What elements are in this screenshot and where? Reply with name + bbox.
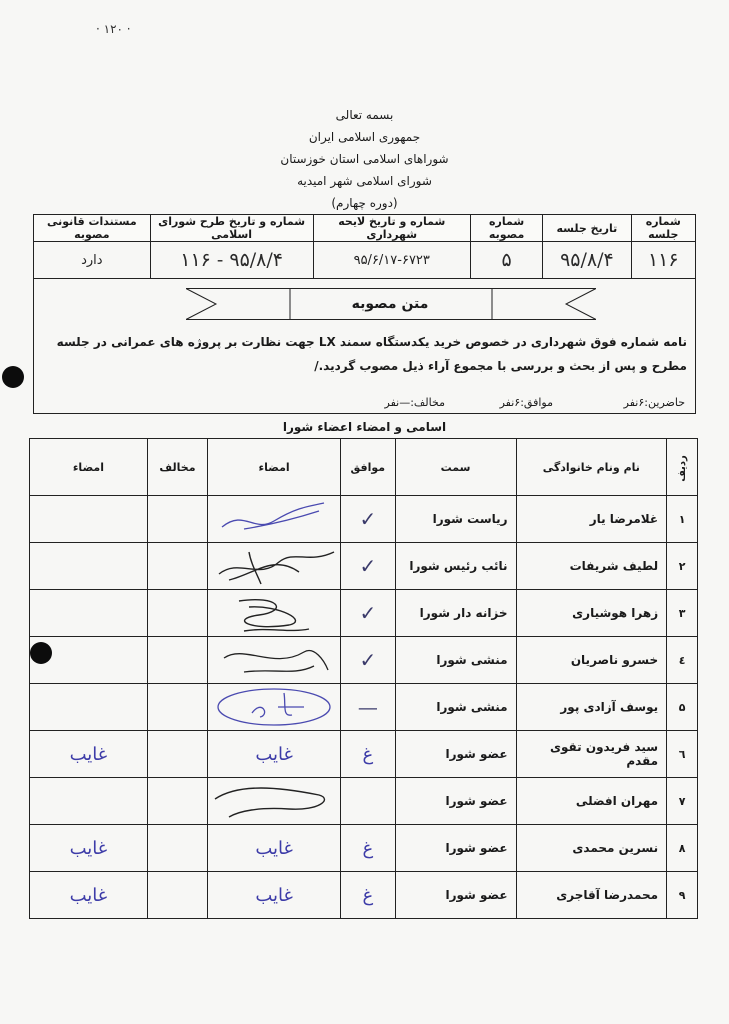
table-row [30,872,698,919]
agree-mark: غ [341,825,395,872]
disagree-mark [147,637,207,684]
member-role: عضو شورا [395,825,516,872]
member-role: عضو شورا [395,778,516,825]
table-row [30,543,698,590]
member-name: نسرین محمدی [516,825,667,872]
member-name: خسرو ناصریان [516,637,667,684]
header-disagree: مخالف [147,439,207,496]
signature-cell [208,684,341,731]
disagree-mark [147,872,207,919]
disagree-mark [147,590,207,637]
signature-cell-2 [30,684,148,731]
member-role: ریاست شورا [395,496,516,543]
members-header-row [30,439,698,496]
table-row [30,684,698,731]
members-title: اسامی و امضاء اعضاء شورا [282,420,447,434]
table-row [30,637,698,684]
disagree-mark [147,684,207,731]
row-index: ٦ [667,731,698,778]
member-role: خزانه دار شورا [395,590,516,637]
agree-mark: ✓ [341,637,395,684]
member-role: نائب رئیس شورا [395,543,516,590]
agree-mark [341,778,395,825]
header-legal-docs: مستندات قانونی مصوبه [34,215,151,242]
member-name: لطیف شریفات [516,543,667,590]
basmala: بسمه تعالی [335,108,394,122]
header-signature-2: امضاء [30,439,148,496]
resolution-title: متن مصوبه [351,296,429,312]
absent-note: غایب [208,872,341,919]
member-role: منشی شورا [395,637,516,684]
council-term: (دوره چهارم) [331,196,398,210]
vote-summary [45,396,685,412]
header-signature: امضاء [208,439,341,496]
signature-cell-2 [30,590,148,637]
header-row-index: ردیف [667,439,698,496]
signature-cell-2 [30,543,148,590]
agree-count: موافق:۶نفر [499,396,553,409]
header-session-date: تاریخ جلسه [543,215,631,242]
signature-cell-2 [30,496,148,543]
agree-mark: ✓ [341,543,395,590]
city-council: شورای اسلامی شهر امیدیه [297,174,432,188]
meta-header-row [34,215,696,242]
member-name: سید فریدون تقوی مقدم [516,731,667,778]
value-legal-docs: دارد [34,242,151,279]
disagree-mark [147,778,207,825]
absent-note-2: غایب [30,731,148,778]
resolution-text: نامه شماره فوق شهرداری در خصوص خرید یکدستگاه سمند LX جهت نظارت بر پروژه های عمرانی در جلسه مطرح و پس از بحث و بررسی با مجموع آراء ذیل مصوب گردید./ [56,335,687,373]
agree-mark: ✓ [341,496,395,543]
agree-mark: ✓ [341,590,395,637]
row-index: ۷ [667,778,698,825]
header-role: سمت [395,439,516,496]
value-plan-no-date: ۹۵/۸/۴ - ۱۱۶ [150,242,313,279]
member-role: عضو شورا [395,872,516,919]
row-index: ۵ [667,684,698,731]
header-name: نام ونام خانوادگی [516,439,667,496]
present-count: حاضرین:۶نفر [623,396,685,409]
signature-cell [208,496,341,543]
signature-cell [208,590,341,637]
member-name: مهران افضلی [516,778,667,825]
header-plan-no-date: شماره و تاریخ طرح شورای اسلامی [150,215,313,242]
session-meta-table [33,214,696,279]
header-bill-no-date: شماره و تاریخ لایحه شهرداری [313,215,470,242]
member-name: محمدرضا آقاجری [516,872,667,919]
agree-mark: — [341,684,395,731]
absent-note-2: غایب [30,872,148,919]
top-pencil-mark: · ١٢٠ · [96,22,131,36]
absent-note: غایب [208,731,341,778]
signature-scribble [214,640,334,680]
country-name: جمهوری اسلامی ایران [308,130,421,144]
agree-mark: غ [341,872,395,919]
row-index: ۲ [667,543,698,590]
member-name: زهرا هوشیاری [516,590,667,637]
member-name: یوسف آزادی پور [516,684,667,731]
value-session-date: ۹۵/۸/۴ [543,242,631,279]
signature-cell-2 [30,778,148,825]
disagree-mark [147,496,207,543]
header-resolution-no: شماره مصوبه [470,215,542,242]
absent-note: غایب [208,825,341,872]
signature-scribble [212,685,336,729]
header-agree: موافق [341,439,395,496]
table-row [30,496,698,543]
signature-scribble [214,499,334,539]
disagree-mark [147,731,207,778]
row-index: ۹ [667,872,698,919]
value-resolution-no: ۵ [470,242,542,279]
row-index: ۱ [667,496,698,543]
province-councils: شوراهای اسلامی استان خوزستان [280,152,449,166]
agree-mark: غ [341,731,395,778]
member-name: غلامرضا یار [516,496,667,543]
punch-hole-top [2,366,24,388]
signature-scribble [219,591,329,635]
table-row [30,590,698,637]
signature-scribble [209,781,339,821]
disagree-count: مخالف:—نفر [384,396,445,409]
signature-scribble [209,544,339,588]
letter-heading [0,104,729,214]
member-role: منشی شورا [395,684,516,731]
header-session-no: شماره جلسه [631,215,695,242]
disagree-mark [147,543,207,590]
disagree-mark [147,825,207,872]
signature-cell [208,543,341,590]
signature-cell [208,778,341,825]
table-row [30,825,698,872]
value-bill-no-date: ۹۵/۶/۱۷-۶۷۲۳ [313,242,470,279]
row-index: ۸ [667,825,698,872]
table-row [30,731,698,778]
absent-note-2: غایب [30,825,148,872]
resolution-box [33,272,696,414]
members-table [29,438,698,919]
row-index: ۳ [667,590,698,637]
signature-cell [208,637,341,684]
table-row [30,778,698,825]
row-index: ٤ [667,637,698,684]
member-role: عضو شورا [395,731,516,778]
signature-cell-2 [30,637,148,684]
value-session-no: ۱۱۶ [631,242,695,279]
